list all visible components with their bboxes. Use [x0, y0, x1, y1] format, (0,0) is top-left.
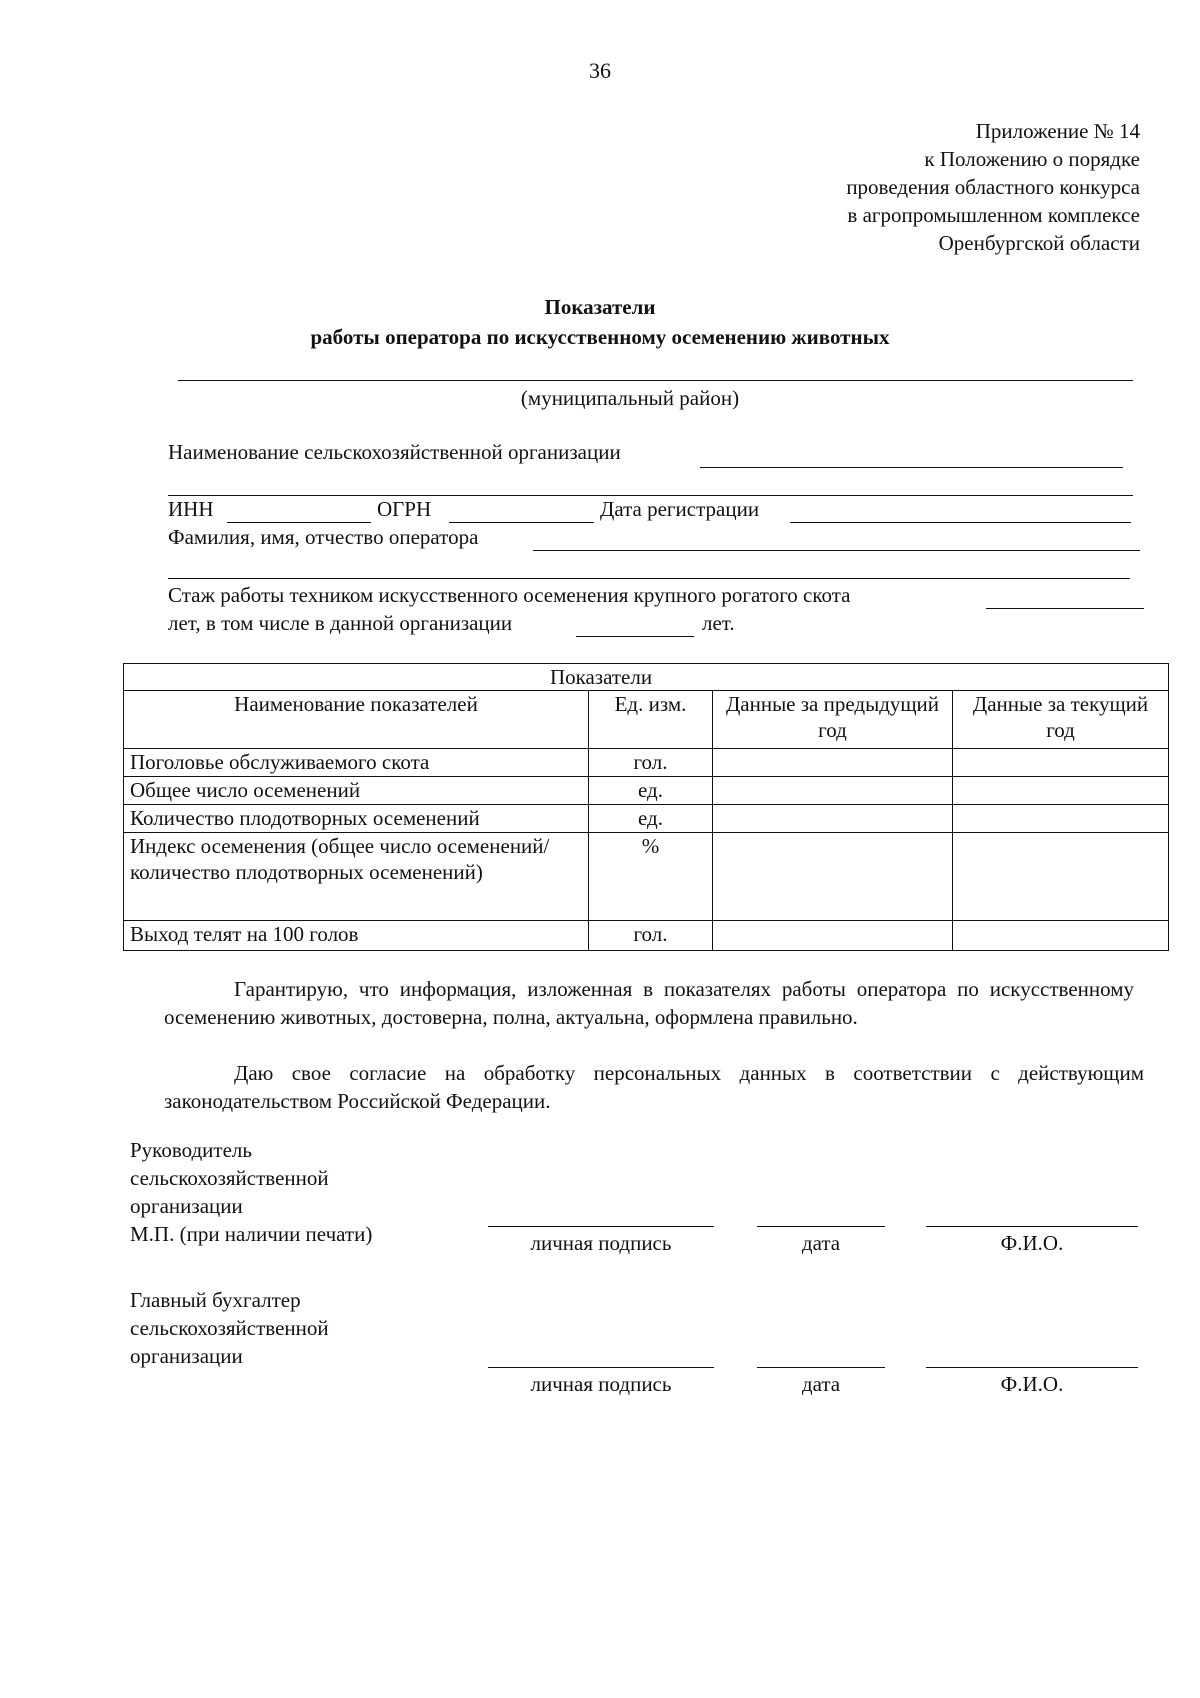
head-signatory [130, 1136, 372, 1248]
accountant-name-caption: Ф.И.О. [1000, 1372, 1064, 1396]
row-cur-year-cell[interactable] [953, 749, 1169, 777]
stamp-note: М.П. (при наличии печати) [130, 1222, 373, 1246]
head-title-line: сельскохозяйственной [130, 1166, 329, 1190]
experience-total-field[interactable] [986, 608, 1144, 609]
experience-years-label: лет. [702, 611, 735, 635]
row-name: Общее число осеменений [124, 777, 589, 805]
row-name: Количество плодотворных осеменений [124, 805, 589, 833]
row-prev-year-cell[interactable] [713, 833, 953, 921]
row-unit: ед. [589, 805, 713, 833]
accountant-name-field[interactable] [926, 1367, 1138, 1368]
appendix-line: проведения областного конкурса [846, 175, 1140, 199]
table-row [124, 777, 1169, 805]
municipal-district-field[interactable] [178, 380, 1133, 381]
appendix-reference [846, 117, 1140, 257]
reg-date-label: Дата регистрации [600, 497, 760, 521]
header-unit: Ед. изм. [589, 691, 713, 749]
operator-name-label: Фамилия, имя, отчество оператора [168, 525, 479, 549]
ogrn-label: ОГРН [377, 497, 432, 521]
row-unit: % [589, 833, 713, 921]
accountant-signatory [130, 1286, 329, 1370]
head-date-caption: дата [801, 1231, 841, 1255]
header-prev-year: Данные за предыдущий год [713, 691, 953, 749]
page-number: 36 [589, 58, 611, 83]
appendix-line: Оренбургской области [938, 231, 1140, 255]
row-name: Поголовье обслуживаемого скота [124, 749, 589, 777]
operator-name-field-continued[interactable] [168, 578, 1130, 579]
row-unit: гол. [589, 749, 713, 777]
experience-org-field[interactable] [576, 636, 694, 637]
org-name-field-continued[interactable] [168, 495, 1133, 496]
title-line-2: работы оператора по искусственному осеменению животных [310, 325, 890, 349]
head-name-caption: Ф.И.О. [1000, 1231, 1064, 1255]
table-row [124, 749, 1169, 777]
reg-date-field[interactable] [790, 522, 1131, 523]
table-row [124, 805, 1169, 833]
ogrn-field[interactable] [449, 522, 594, 523]
appendix-line: в агропромышленном комплексе [847, 203, 1140, 227]
row-prev-year-cell[interactable] [713, 805, 953, 833]
accountant-title-line: организации [130, 1344, 243, 1368]
indicators-table [123, 663, 1169, 951]
header-cur-year: Данные за текущий год [953, 691, 1169, 749]
accountant-signature-field[interactable] [488, 1367, 714, 1368]
head-title-line: организации [130, 1194, 243, 1218]
guarantee-paragraph: Гарантирую, что информация, изложенная в показателях работы оператора по искусственному осеменению животных, достоверна, полна, актуальна, оформлена правильно. [164, 977, 1134, 1029]
row-prev-year-cell[interactable] [713, 777, 953, 805]
org-name-field[interactable] [700, 467, 1123, 468]
header-name: Наименование показателей [124, 691, 589, 749]
org-name-label: Наименование сельскохозяйственной организации [168, 440, 621, 464]
row-name: Выход телят на 100 голов [124, 921, 589, 951]
inn-field[interactable] [227, 522, 371, 523]
appendix-line: Приложение № 14 [975, 119, 1140, 143]
operator-name-field[interactable] [533, 550, 1140, 551]
row-unit: гол. [589, 921, 713, 951]
experience-org-label: лет, в том числе в данной организации [168, 611, 513, 635]
accountant-date-caption: дата [801, 1372, 841, 1396]
consent-paragraph: Даю свое согласие на обработку персональных данных в соответствии с действующим законодательством Российской Федерации. [164, 1061, 1144, 1113]
row-prev-year-cell[interactable] [713, 921, 953, 951]
head-title-line: Руководитель [130, 1138, 252, 1162]
head-signature-field[interactable] [488, 1226, 714, 1227]
table-group-header-row [124, 664, 1169, 691]
accountant-signature-caption: личная подпись [530, 1372, 672, 1396]
table-row [124, 921, 1169, 951]
document-title [0, 292, 1200, 352]
accountant-title-line: Главный бухгалтер [130, 1288, 301, 1312]
table-group-header [124, 664, 1169, 691]
head-date-field[interactable] [757, 1226, 885, 1227]
row-unit: ед. [589, 777, 713, 805]
head-name-field[interactable] [926, 1226, 1138, 1227]
table-row [124, 833, 1169, 921]
accountant-date-field[interactable] [757, 1367, 885, 1368]
table-header-row [124, 691, 1169, 749]
experience-label: Стаж работы техником искусственного осеменения крупного рогатого скота [168, 583, 851, 607]
municipal-district-caption: (муниципальный район) [520, 386, 740, 410]
row-name: Индекс осеменения (общее число осеменений/количество плодотворных осеменений) [124, 833, 589, 921]
row-cur-year-cell[interactable] [953, 833, 1169, 921]
row-cur-year-cell[interactable] [953, 805, 1169, 833]
head-signature-caption: личная подпись [530, 1231, 672, 1255]
inn-label: ИНН [168, 497, 214, 521]
table-group-header-text: Показатели [549, 665, 653, 689]
row-prev-year-cell[interactable] [713, 749, 953, 777]
appendix-line: к Положению о порядке [924, 147, 1140, 171]
row-cur-year-cell[interactable] [953, 777, 1169, 805]
accountant-title-line: сельскохозяйственной [130, 1316, 329, 1340]
row-cur-year-cell[interactable] [953, 921, 1169, 951]
title-line-1: Показатели [544, 295, 656, 319]
